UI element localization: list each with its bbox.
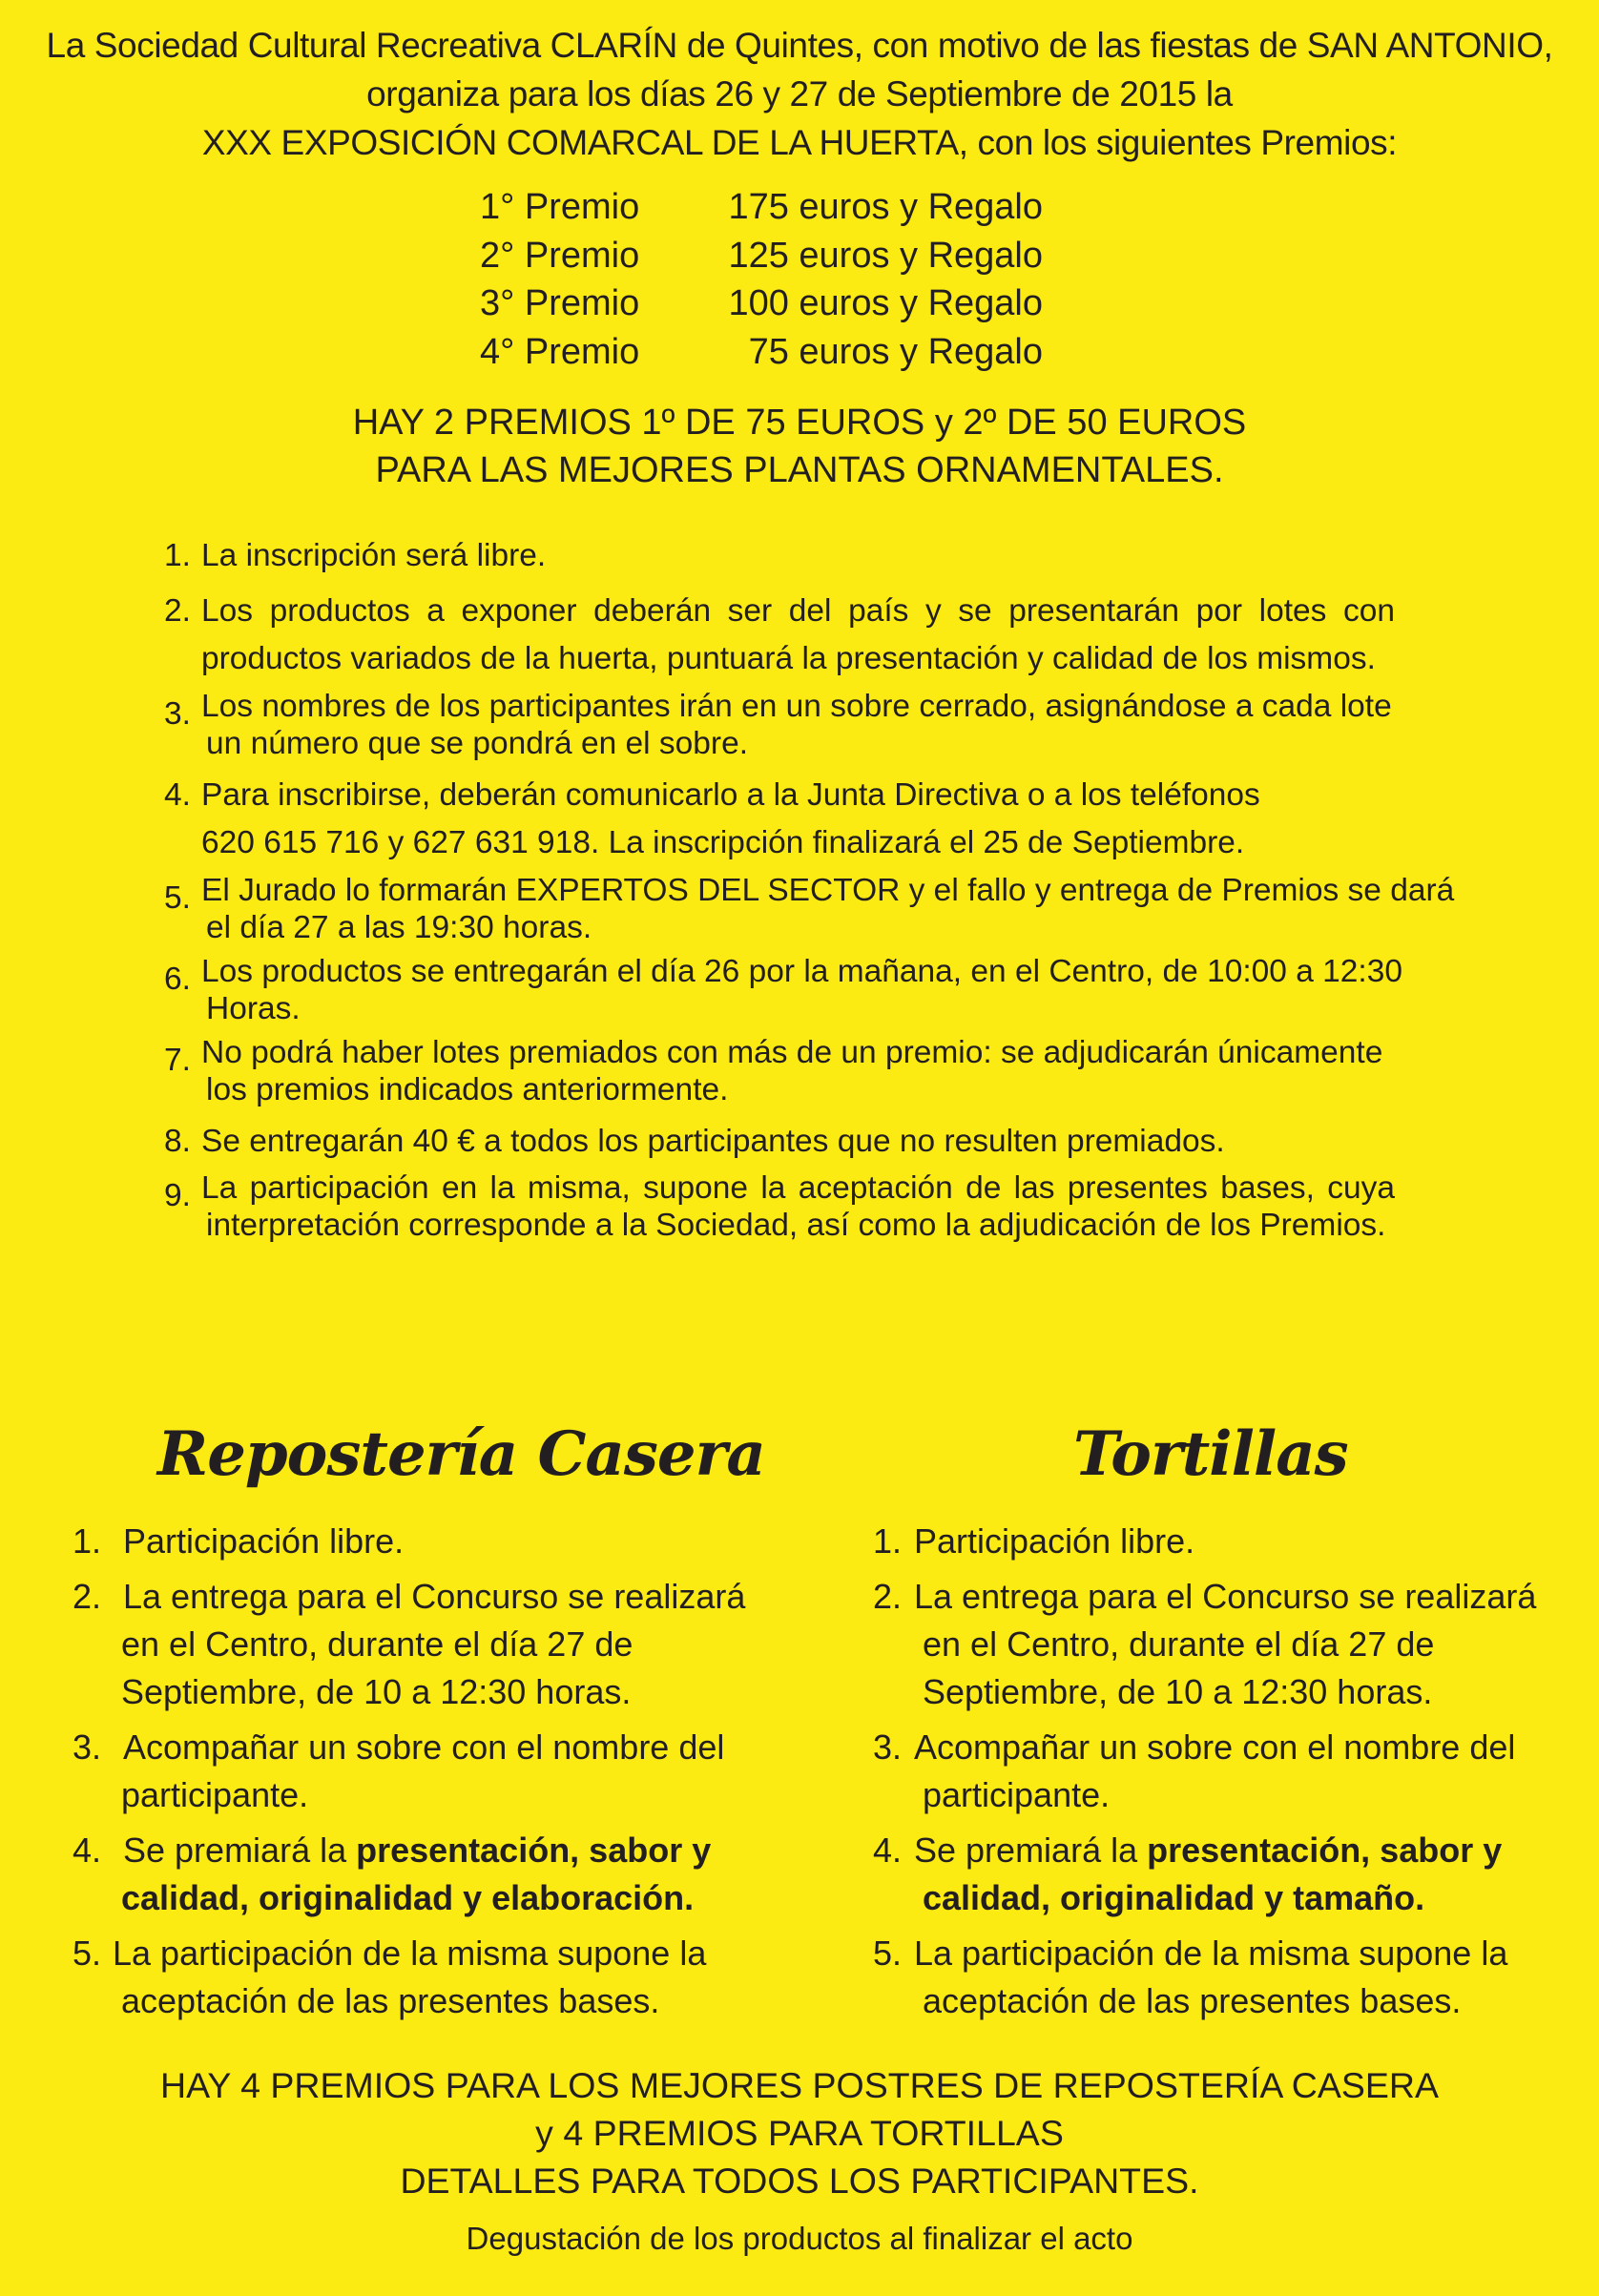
item-bold: presentación, sabor y	[1147, 1831, 1503, 1870]
item-bold: presentación, sabor y	[356, 1831, 712, 1870]
footer-line: DETALLES PARA TODOS LOS PARTICIPANTES.	[400, 2161, 1199, 2201]
rule-item	[164, 772, 1395, 868]
item-lead: Se premiará la	[914, 1831, 1148, 1870]
prize-table	[480, 183, 1043, 376]
rule-number: 6.	[164, 961, 191, 997]
rule-text: No podrá haber lotes premiados con más de un premio: se adjudicarán únicamente	[201, 1034, 1383, 1070]
rule-item	[164, 688, 1395, 765]
item-number: 5.	[73, 1934, 102, 1973]
prize-rank: 4° Premio	[480, 331, 640, 372]
item-text: en el Centro, durante el día 27 de	[121, 1624, 633, 1664]
rule-item	[164, 532, 1395, 581]
item-text: La participación de la misma supone la	[914, 1934, 1508, 1973]
rule-number: 2.	[164, 592, 191, 629]
rule-text: El Jurado lo formarán EXPERTOS DEL SECTOR y el fallo y entrega de Premios se dará	[201, 872, 1455, 908]
rule-number: 9.	[164, 1178, 191, 1213]
item-text: Acompañar un sobre con el nombre del	[914, 1727, 1516, 1767]
rule-item	[164, 1172, 1395, 1247]
item-number: 2.	[873, 1577, 903, 1616]
item-lead: Se premiará la	[123, 1831, 357, 1870]
prize-amount: 125 euros y Regalo	[728, 235, 1043, 276]
ornamental-line: PARA LAS MEJORES PLANTAS ORNAMENTALES.	[375, 450, 1224, 490]
rule-text: La participación en la misma, supone la aceptación de las presentes bases, cuya	[201, 1170, 1395, 1206]
item-number: 3.	[73, 1727, 102, 1767]
item-number: 4.	[873, 1831, 903, 1870]
rule-number: 4.	[164, 776, 191, 813]
reposteria-item	[73, 1724, 798, 1819]
item-text: Acompañar un sobre con el nombre del	[123, 1727, 725, 1767]
rule-number: 3.	[164, 695, 191, 732]
item-text: La entrega para el Concurso se realizará	[914, 1577, 1537, 1616]
reposteria-item	[73, 1930, 798, 2025]
rule-text: Para inscribirse, deberán comunicarlo a la Junta Directiva o a los teléfonos	[201, 776, 1260, 813]
item-number: 3.	[873, 1727, 903, 1767]
tortillas-item	[873, 1518, 1579, 1565]
rule-text: 620 615 716 y 627 631 918. La inscripción finalizará el 25 de Septiembre.	[201, 825, 1245, 860]
reposteria-item	[73, 1518, 798, 1565]
reposteria-title: Repostería Casera	[157, 1418, 765, 1490]
item-number: 1.	[73, 1521, 102, 1561]
tortillas-item	[873, 1930, 1579, 2025]
rules-list	[164, 532, 1455, 1253]
rule-number: 1.	[164, 538, 191, 573]
item-text: participante.	[923, 1775, 1111, 1814]
prize-rank: 2° Premio	[480, 235, 640, 276]
prize-row	[480, 328, 1043, 377]
prize-row	[480, 183, 1043, 232]
rule-text: Horas.	[206, 990, 301, 1026]
tortillas-rules	[873, 1518, 1579, 2033]
reposteria-item	[73, 1573, 798, 1716]
tortillas-title: Tortillas	[1073, 1418, 1348, 1490]
ornamental-prizes-notice	[0, 399, 1599, 494]
item-text: La entrega para el Concurso se realizará	[123, 1577, 746, 1616]
footer-line: HAY 4 PREMIOS PARA LOS MEJORES POSTRES DE REPOSTERÍA CASERA	[160, 2065, 1439, 2105]
item-text: Septiembre, de 10 a 12:30 horas.	[121, 1672, 632, 1711]
item-text	[873, 1827, 1579, 1874]
intro-line: La Sociedad Cultural Recreativa CLARÍN de Quintes, con motivo de las fiestas de SAN ANTONIO,	[46, 26, 1553, 65]
item-number: 5.	[873, 1934, 903, 1973]
prize-amount: 100 euros y Regalo	[728, 283, 1043, 323]
rule-item	[164, 872, 1455, 949]
rule-number: 5.	[164, 879, 191, 916]
item-number: 2.	[73, 1577, 102, 1616]
rule-text: interpretación corresponde a la Sociedad, así como la adjudicación de los Premios.	[206, 1208, 1386, 1243]
ornamental-line: HAY 2 PREMIOS 1º DE 75 EUROS y 2º DE 50 EUROS	[352, 403, 1247, 443]
rule-text: Los productos se entregarán el día 26 por la mañana, en el Centro, de 10:00 a 12:30	[201, 953, 1402, 989]
rule-text: los premios indicados anteriormente.	[206, 1071, 729, 1107]
item-text: Septiembre, de 10 a 12:30 horas.	[923, 1672, 1433, 1711]
intro-line: XXX EXPOSICIÓN COMARCAL DE LA HUERTA, con los siguientes Premios:	[201, 123, 1398, 162]
rule-text: un número que se pondrá en el sobre.	[206, 725, 749, 761]
tortillas-item	[873, 1827, 1579, 1922]
item-number: 1.	[873, 1521, 903, 1561]
item-bold: calidad, originalidad y elaboración.	[121, 1878, 695, 1917]
rule-text: Los productos a exponer deberán ser del país y se presentarán por lotes con	[201, 592, 1395, 629]
tortillas-item	[873, 1573, 1579, 1716]
item-number: 4.	[73, 1831, 102, 1870]
item-text: Participación libre.	[123, 1521, 405, 1561]
reposteria-item	[73, 1827, 798, 1922]
prize-amount: 175 euros y Regalo	[728, 187, 1043, 227]
item-text: aceptación de las presentes bases.	[121, 1981, 660, 2020]
rule-text: Los nombres de los participantes irán en un sobre cerrado, asignándose a cada lote	[201, 688, 1392, 724]
rule-item	[164, 1118, 1395, 1167]
item-text: aceptación de las presentes bases.	[923, 1981, 1462, 2020]
item-text: La participación de la misma supone la	[113, 1934, 707, 1973]
rule-number: 8.	[164, 1123, 191, 1159]
footer-line: y 4 PREMIOS PARA TORTILLAS	[535, 2113, 1064, 2153]
prize-row	[480, 279, 1043, 328]
rule-item	[164, 1034, 1395, 1111]
rule-text: La inscripción será libre.	[201, 538, 547, 573]
prize-rank: 3° Premio	[480, 283, 640, 323]
item-text	[73, 1827, 798, 1874]
item-text: Participación libre.	[914, 1521, 1195, 1561]
prize-row	[480, 232, 1043, 280]
prize-rank: 1° Premio	[480, 187, 640, 227]
intro-paragraph	[0, 21, 1599, 167]
reposteria-rules	[73, 1518, 798, 2033]
intro-line: organiza para los días 26 y 27 de Septiembre de 2015 la	[366, 74, 1233, 114]
rule-text: Se entregarán 40 € a todos los participantes que no resulten premiados.	[201, 1123, 1225, 1159]
rule-item	[164, 953, 1402, 1030]
rule-text: el día 27 a las 19:30 horas.	[206, 909, 592, 945]
footer-notice	[0, 2061, 1599, 2204]
rule-number: 7.	[164, 1042, 191, 1078]
item-text: participante.	[121, 1775, 309, 1814]
rule-text: productos variados de la huerta, puntuará la presentación y calidad de los mismos.	[201, 641, 1376, 676]
rule-item	[164, 588, 1395, 684]
item-text: en el Centro, durante el día 27 de	[923, 1624, 1435, 1664]
item-bold: calidad, originalidad y tamaño.	[923, 1878, 1425, 1917]
prize-amount: 75 euros y Regalo	[748, 331, 1043, 372]
tasting-note: Degustación de los productos al finalizar el acto	[466, 2221, 1133, 2256]
tortillas-item	[873, 1724, 1579, 1819]
